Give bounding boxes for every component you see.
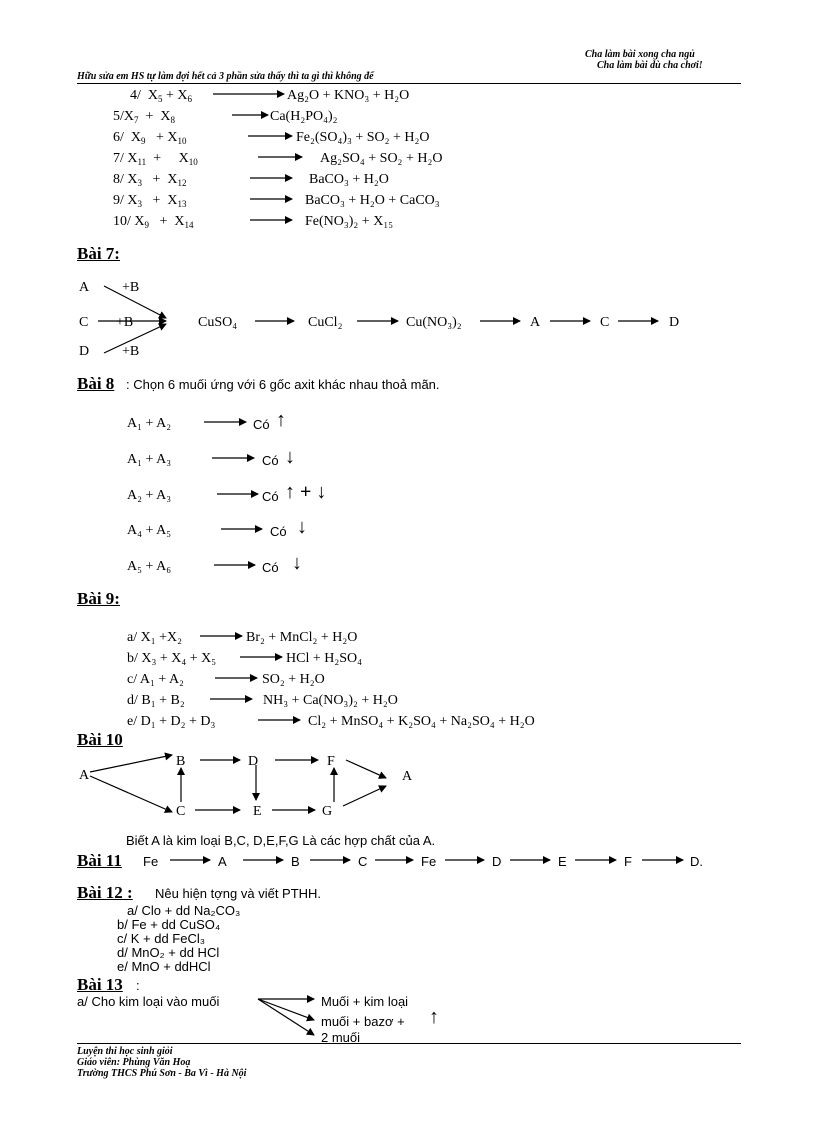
bai10-node-A2: A — [402, 769, 413, 784]
bai11-chain-6: E — [558, 854, 567, 869]
equation-4-rhs: Ag₂O + KNO₃ + H₂O — [287, 88, 410, 103]
bai11-chain-8: D. — [690, 854, 703, 869]
bai11-chain-1: A — [218, 854, 227, 869]
bai10-title: Bài 10 — [77, 730, 123, 749]
bai7-plusB-mid: +B — [116, 315, 134, 330]
bai7-C: C — [79, 315, 89, 330]
bai11-title: Bài 11 — [77, 851, 122, 870]
bai12-title: Bài 12 : — [77, 883, 133, 902]
bai7-chain-4: C — [600, 315, 610, 330]
bai10-node-G: G — [322, 804, 333, 819]
bai7-title: Bài 7: — [77, 244, 120, 263]
arrow-bai10-AB — [90, 755, 172, 772]
bai11-chain-2: B — [291, 854, 300, 869]
bai13-title: Bài 13 — [77, 975, 123, 994]
bai13-result-2: muối + bazơ + — [321, 1014, 405, 1029]
bai10-node-F: F — [327, 754, 335, 769]
bai7-A: A — [79, 280, 90, 295]
bai9-c-lhs: c/ A₁ + A₂ — [127, 672, 184, 687]
bai12-item-d: d/ MnO₂ + dd HCl — [117, 945, 220, 960]
bai8-row2-lhs: A₁ + A₃ — [127, 452, 172, 467]
bai10-note: Biết A là kim loại B,C, D,E,F,G Là các hợp chất của A. — [126, 833, 436, 848]
equation-10: 10/ $X_9 + X_{14}$ — [113, 214, 194, 230]
bai7-plusB-bot: +B — [122, 344, 140, 359]
down-arrow-icon: ↓ — [292, 552, 302, 574]
bai7-plusB-top: +B — [122, 280, 140, 295]
bai10-node-E: E — [253, 804, 262, 819]
equation-8: 8/ $X_3 + X_{12}$ — [113, 172, 187, 188]
equation-7-rhs: Ag₂SO₄ + SO₂ + H₂O — [320, 151, 443, 166]
header-motto-1: Cha làm bài xong cha ngủ — [585, 49, 695, 60]
footer-line-3: Trường THCS Phú Sơn - Ba Vì - Hà Nội — [77, 1068, 247, 1079]
bai8-row5-lhs: A₅ + A₆ — [127, 559, 172, 574]
up-down-arrow-icon: ↑ + ↓ — [285, 481, 327, 503]
bai7-chain-3: A — [530, 315, 541, 330]
bai12-item-a: a/ Clo + dd Na₂CO₃ — [127, 903, 241, 918]
bai13-lead: a/ Cho kim loại vào muối — [77, 994, 220, 1009]
bai8-row1-lhs: A₁ + A₂ — [127, 416, 172, 431]
bai9-title: Bài 9: — [77, 589, 120, 608]
bai7-chain-1: CuCl₂ — [308, 315, 343, 330]
bai8-intro: : Chọn 6 muối ứng với 6 gốc axit khác nhau thoả mãn. — [126, 377, 440, 392]
equation-8-rhs: BaCO₃ + H₂O — [309, 172, 389, 187]
equation-5-rhs: Ca(H₂PO₄)₂ — [270, 109, 338, 124]
equation-9-rhs: BaCO₃ + H₂O + CaCO₃ — [305, 193, 440, 208]
bai7-D: D — [79, 344, 90, 359]
bai9-a-rhs: Br₂ + MnCl₂ + H₂O — [246, 630, 358, 645]
equation-6: 6/ $X_9 + X_{10}$ — [113, 130, 187, 146]
footer-line-2: Giáo viên: Phùng Văn Hoạ — [77, 1057, 191, 1068]
bai11-chain-3: C — [358, 854, 368, 869]
bai8-row1-result: Có — [253, 417, 270, 432]
bai9-c-rhs: SO₂ + H₂O — [262, 672, 325, 687]
bai10-node-A: A — [79, 768, 90, 783]
bai12-intro: Nêu hiện tợng và viết PTHH. — [155, 886, 322, 901]
footer-line-1: Luyện thi học sinh giỏi — [77, 1046, 173, 1057]
bai11-chain-4: Fe — [421, 854, 437, 869]
arrow-bai10-FA — [346, 760, 386, 778]
bai7-chain-0: CuSO₄ — [198, 315, 238, 330]
bai8-row3-lhs: A₂ + A₃ — [127, 488, 172, 503]
up-arrow-icon: ↑ — [276, 409, 286, 431]
bai7-chain-5: D — [669, 315, 680, 330]
arrow-bai7-D — [104, 324, 166, 353]
bai11-chain-7: F — [624, 854, 632, 869]
equation-9: 9/ $X_3 + X_{13}$ — [113, 193, 187, 209]
down-arrow-icon: ↓ — [297, 516, 307, 538]
bai12-item-b: b/ Fe + dd CuSO₄ — [117, 917, 221, 932]
arrow-bai10-GA — [343, 786, 386, 806]
header-note: Hữu sửa em HS tự làm đợi hết cả 3 phần sửa thấy thì ta gì thì không để — [77, 71, 374, 82]
bai9-e-rhs: Cl₂ + MnSO₄ + K₂SO₄ + Na₂SO₄ + H₂O — [308, 714, 535, 729]
bai9-a-lhs: a/ X₁ +X₂ — [127, 630, 182, 645]
down-arrow-icon: ↓ — [285, 446, 295, 468]
equation-4: 4/ $X_5 + X_6$ — [130, 88, 193, 104]
bai10-node-B: B — [176, 754, 186, 769]
bai9-d-rhs: NH₃ + Ca(NO₃)₂ + H₂O — [263, 693, 398, 708]
bai13-result-1: Muối + kim loại — [321, 994, 409, 1009]
equation-5: $5/X_7 + X_8$ — [113, 109, 176, 125]
arrow-bai7-A — [104, 286, 166, 318]
bai8-row5-result: Có — [262, 560, 279, 575]
equation-7: 7/ $X_{11}$ + $X_{10}$ — [113, 151, 198, 167]
bai9-b-rhs: HCl + H₂SO₄ — [286, 651, 363, 666]
bai10-node-D: D — [248, 754, 259, 769]
bai12-item-e: e/ MnO + ddHCl — [117, 959, 211, 974]
bai8-row4-lhs: A₄ + A₅ — [127, 523, 172, 538]
bai10-node-C: C — [176, 804, 186, 819]
bai12-item-c: c/ K + dd FeCl₃ — [117, 931, 206, 946]
equation-10-rhs: Fe(NO₃)₂ + X₁₅ — [305, 214, 394, 229]
equation-6-rhs: Fe₂(SO₄)₃ + SO₂ + H₂O — [296, 130, 430, 145]
up-arrow-icon: ↑ — [429, 1006, 439, 1028]
bai13-result-3: 2 muối — [321, 1030, 361, 1045]
bai11-chain-0: Fe — [143, 854, 159, 869]
bai11-chain-5: D — [492, 854, 502, 869]
bai8-row3-result: Có — [262, 489, 279, 504]
arrow-bai10-AC — [90, 776, 172, 812]
bai8-row2-result: Có — [262, 453, 279, 468]
bai8-title: Bài 8 — [77, 374, 115, 393]
bai13-colon: : — [136, 978, 140, 993]
bai9-d-lhs: d/ B₁ + B₂ — [127, 693, 185, 708]
bai9-e-lhs: e/ D₁ + D₂ + D₃ — [127, 714, 216, 729]
bai9-b-lhs: b/ X₃ + X₄ + X₅ — [127, 651, 217, 666]
bai8-row4-result: Có — [270, 524, 287, 539]
header-motto-2: Cha làm bài dù cha chơi! — [597, 60, 703, 71]
bai7-chain-2: Cu(NO₃)₂ — [406, 315, 462, 330]
